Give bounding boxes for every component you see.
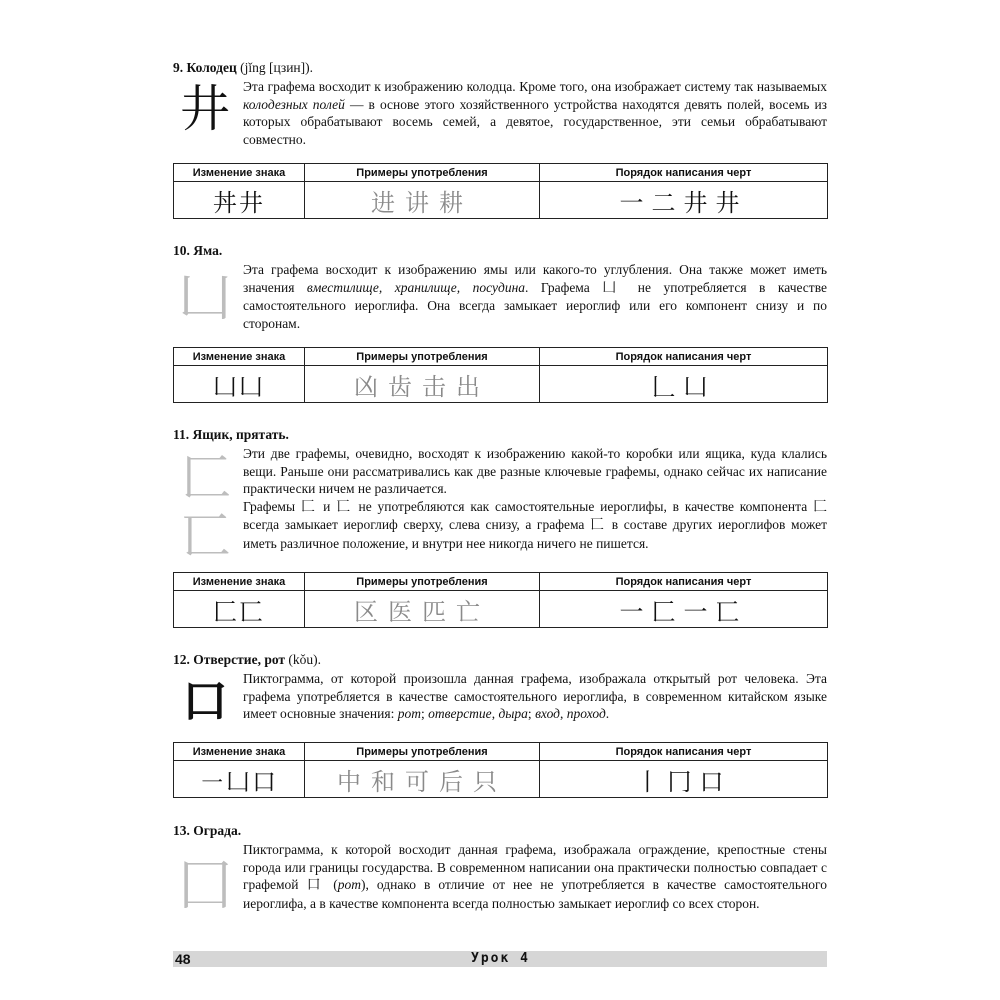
page-number: 48 (175, 951, 191, 967)
cell-stroke-order: 𠃊凵 (540, 366, 828, 403)
cell-examples: 凶齿击出 (305, 366, 540, 403)
section-heading (173, 823, 827, 839)
header-stroke-order: Порядок написания черт (540, 743, 828, 761)
cell-variants: 丼井 (174, 182, 305, 219)
inline-grapheme: 口 (306, 877, 326, 893)
header-variants: Изменение знака (174, 348, 305, 366)
section-heading (173, 243, 827, 259)
grapheme-glyph: 匚 (181, 449, 231, 507)
section-11 (173, 427, 828, 565)
header-examples: Примеры употребления (305, 164, 540, 182)
cell-stroke-order: 丨冂口 (540, 761, 828, 798)
cell-stroke-order: 一匚一匸 (540, 591, 828, 628)
grapheme-glyph: 匸 (181, 507, 231, 565)
page-footer (173, 951, 827, 967)
inline-grapheme: 匸 (589, 517, 607, 533)
inline-grapheme: 匸 (336, 498, 353, 515)
section-number: 10. (173, 243, 190, 258)
section-number: 12. (173, 652, 190, 667)
cell-variants: ㇐凵口 (174, 761, 305, 798)
section-title: Колодец (186, 60, 237, 75)
section-paragraph: Пиктограмма, от которой произошла данная графема, изображала открытый рот человека. Эта графема употребляется в качестве самостоятельного иероглифа, в современном китайском языке имеет основные значения: рот; отверстие, дыра; вход, проход. (243, 671, 827, 721)
section-number: 11. (173, 427, 190, 442)
grapheme-glyph: 井 (180, 80, 230, 138)
header-variants: Изменение знака (174, 573, 305, 591)
section-heading (173, 652, 827, 668)
section-pinyin: (kǒu). (288, 652, 322, 667)
section-12 (173, 652, 827, 728)
cell-examples: 中和可后只 (305, 761, 540, 798)
inline-grapheme: 匚 (813, 498, 828, 515)
cell-examples: 进讲耕 (305, 182, 540, 219)
grapheme-glyph: 囗 (178, 854, 232, 917)
section-title: Яма. (193, 243, 223, 258)
grapheme-table-11 (173, 572, 828, 628)
header-stroke-order: Порядок написания черт (540, 164, 828, 182)
header-examples: Примеры употребления (305, 348, 540, 366)
cell-stroke-order: 一二井井 (540, 182, 828, 219)
section-paragraph: Эта графема восходит к изображению колодца. Кроме того, она изображает систему так называемых колодезных полей — в основе этого хозяйственного устройства находятся девять полей, восемь из которых обрабатывают восемь семей, а девятое, государственное, эти семьи обрабатывают совместно. (243, 79, 827, 147)
grapheme-glyph: 凵 (178, 266, 232, 329)
header-stroke-order: Порядок написания черт (540, 573, 828, 591)
section-paragraph: Эта графема восходит к изображению ямы или какого-то углубления. Она также может иметь значения вместилище, хранилище, посудина. Графема 凵 не употребляется в качестве самостоятельного иероглифа. Она всегда замыкает иероглиф или его компонент снизу и по сторонам. (243, 262, 827, 331)
section-title: Ящик, прятать. (192, 427, 289, 442)
header-variants: Изменение знака (174, 743, 305, 761)
section-13 (173, 823, 828, 917)
cell-variants: 凵凵 (174, 366, 305, 403)
grapheme-glyph-stack (177, 449, 235, 565)
header-stroke-order: Порядок написания черт (540, 348, 828, 366)
section-pinyin: (jǐng [цзин]). (240, 60, 314, 75)
section-10 (173, 243, 827, 332)
lesson-label: Урок 4 (471, 951, 530, 966)
grapheme-glyph: 口 (182, 674, 228, 728)
section-paragraph: Эти две графемы, очевидно, восходят к изображению какой-то коробки или ящика, куда клались вещи. Раньше они рассматривались как две разные ключевые графемы, однако сейчас их написание практически ничем не различается. (243, 446, 827, 496)
header-examples: Примеры употребления (305, 573, 540, 591)
grapheme-table-10 (173, 347, 828, 403)
section-title: Ограда. (193, 823, 242, 838)
section-heading (173, 60, 827, 76)
section-heading (173, 427, 827, 443)
header-examples: Примеры употребления (305, 743, 540, 761)
inline-grapheme: 凵 (602, 279, 626, 296)
grapheme-table-12 (173, 742, 828, 798)
cell-variants: 匚匸 (174, 591, 305, 628)
section-number: 13. (173, 823, 190, 838)
section-number: 9. (173, 60, 184, 75)
section-9 (173, 60, 827, 148)
grapheme-table-9 (173, 163, 828, 219)
header-variants: Изменение знака (174, 164, 305, 182)
inline-grapheme: 匚 (300, 498, 318, 515)
section-title: Отверстие, рот (193, 652, 286, 667)
cell-examples: 区医匹亡 (305, 591, 540, 628)
section-paragraph: Графемы 匚 и 匸 не употребляются как самостоятельные иероглифы, в качестве компонента 匚 всегда замыкает иероглиф сверху, слева снизу, а графема 匸 в составе других иероглифов может иметь различное положение, и внутри нее никогда ничего не пишется. (243, 498, 828, 551)
section-paragraph: Пиктограмма, к которой восходит данная графема, изображала ограждение, крепостные стены города или границы государства. В современном написании она практически полностью совпадает с графемой 口 (рот), однако в отличие от нее не употребляется в качестве самостоятельного иероглифа, а в качестве компонента всегда полностью замыкает иероглиф со всех сторон. (243, 842, 828, 911)
